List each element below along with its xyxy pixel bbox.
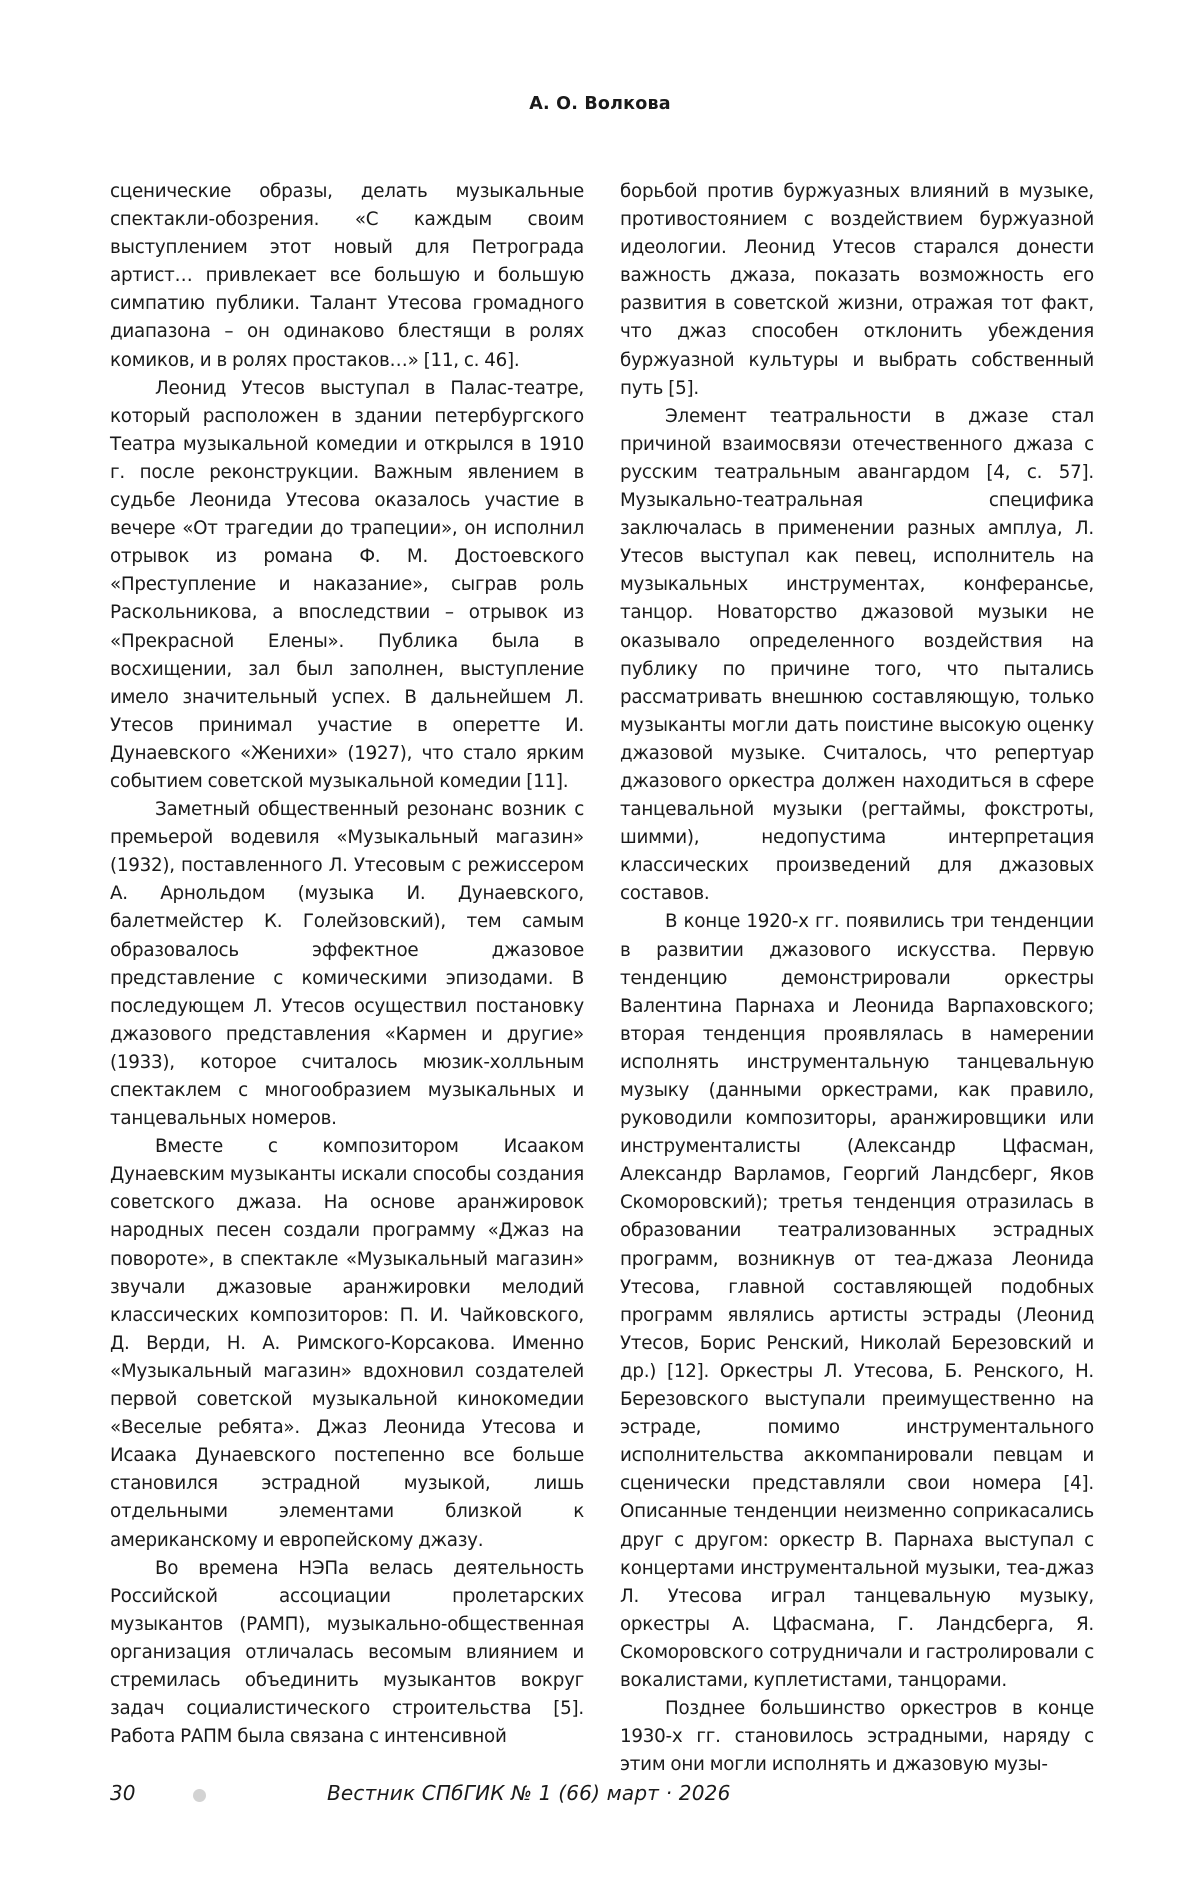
paragraph: В конце 1920-х гг. появились три тенденции в развитии джазового искусства. Первую тенденцию демонстрировали оркестры Валентина Парнаха и Леонида Варпаховского; вторая тенденция проявлялась в намерении исполнять инструментальную танцевальную музыку (данными оркестрами, как правило, руководили композиторы, аранжировщики или инструменталисты (Александр Цфасман, Александр Варламов, Георгий Ландсберг, Яков Скоморовский); третья тенденция отразилась в образовании театрализованных эстрадных программ, возникнув от теа-джаза Леонида Утесова, главной составляющей подобных программ являлись артисты эстрады (Леонид Утесов, Борис Ренский, Николай Березовский и др.) [12]. Оркестры Л. Утесова, Б. Ренского, Н. Березовского выступали преимущественно на эстраде, помимо инструментального исполнительства аккомпанировали певцам и сценически представляли свои номера [4]. Описанные тенденции неизменно соприкасались друг с другом: оркестр В. Парнаха выступал с концертами инструментальной музыки, теа-джаз Л. Утесова играл танцевальную музыку, оркестры А. Цфасмана, Г. Ландсберга, Я. Скоморовского сотрудничали и гастролировали с вокалистами, куплетистами, танцорами.	[620, 911, 1094, 1691]
paragraph: Элемент театральности в джазе стал причиной взаимосвязи отечественного джаза с русским театральным авангардом [4, с. 57]. Музыкально-театральная специфика заключалась в применении разных амплуа, Л. Утесов выступал как певец, исполнитель на музыкальных инструментах, конферансье, танцор. Новаторство джазовой музыки не оказывало определенного воздействия на публику по причине того, что пытались рассматривать внешнюю составляющую, только музыканты могли дать поистине высокую оценку джазовой музыке. Считалось, что репертуар джазового оркестра должен находиться в сфере танцевальной музыки (регтаймы, фокстроты, шимми), недопустима интерпретация классических произведений для джазовых составов.	[620, 405, 1094, 905]
dot-icon	[193, 1789, 206, 1802]
left-column	[110, 178, 584, 1779]
paragraph: Вместе с композитором Исааком Дунаевским музыканты искали способы создания советского джаза. На основе аранжировок народных песен создали программу «Джаз на повороте», в спектакле «Музыкальный магазин» звучали джазовые аранжировки мелодий классических композиторов: П. И. Чайковского, Д. Верди, Н. А. Римского-Корсакова. Именно «Музыкальный магазин» вдохновил создателей первой советской музыкальной кинокомедии «Веселые ребята». Джаз Леонида Утесова и Исаака Дунаевского постепенно все больше становился эстрадной музыкой, лишь отдельными элементами близкой к американскому и европейскому джазу.	[110, 1136, 584, 1551]
paragraph: Леонид Утесов выступал в Палас-театре, который расположен в здании петербургского Театра музыкальной комедии и открылся в 1910 г. после реконструкции. Важным явлением в судьбе Леонида Утесова оказалось участие в вечере «От трагедии до трапеции», он исполнил отрывок из романа Ф. М. Достоевского «Преступление и наказание», сыграв роль Раскольникова, а впоследствии – отрывок из «Прекрасной Елены». Публика была в восхищении, зал был заполнен, выступление имело значительный успех. В дальнейшем Л. Утесов принимал участие в оперетте И. Дунаевского «Женихи» (1927), что стало ярким событием советской музыкальной комедии [11].	[110, 377, 584, 792]
paragraph: борьбой против буржуазных влияний в музыке, противостоянием с воздействием буржуазной идеологии. Леонид Утесов старался донести важность джаза, показать возможность его развития в советской жизни, отражая тот факт, что джаз способен отклонить убеждения буржуазной культуры и выбрать собственный путь [5].	[620, 181, 1094, 399]
paragraph: Во времена НЭПа велась деятельность Российской ассоциации пролетарских музыкантов (РАМП), музыкально-общественная организация отличалась весомым влиянием и стремилась объединить музыкантов вокруг задач социалистического строительства [5]. Работа РАПМ была связана с интенсивной	[110, 1557, 584, 1748]
paragraph: Заметный общественный резонанс возник с премьерой водевиля «Музыкальный магазин» (1932), поставленного Л. Утесовым с режиссером А. Арнольдом (музыка И. Дунаевского, балетмейстер К. Голейзовский), тем самым образовалось эффектное джазовое представление с комическими эпизодами. В последующем Л. Утесов осуществил постановку джазового представления «Кармен и другие» (1933), которое считалось мюзик-холльным спектаклем с многообразием музыкальных и танцевальных номеров.	[110, 799, 584, 1130]
paragraph: сценические образы, делать музыкальные спектакли-обозрения. «С каждым своим выступлением этот новый для Петрограда артист… привлекает все большую и большую симпатию публики. Талант Утесова громадного диапазона – он одинаково блестящи в ролях комиков, и в ролях простаков…» [11, с. 46].	[110, 181, 584, 371]
page-number: 30	[110, 1781, 136, 1805]
page-footer	[0, 1781, 1200, 1811]
paragraph: Позднее большинство оркестров в конце 1930-х гг. становилось эстрадными, наряду с этим они могли исполнять и джазовую музы-	[620, 1698, 1094, 1776]
body-columns	[110, 178, 1094, 1779]
running-head-author: А. О. Волкова	[529, 94, 671, 114]
right-column	[620, 178, 1094, 1779]
journal-title: Вестник СПбГИК № 1 (66) март · 2026	[327, 1781, 731, 1805]
